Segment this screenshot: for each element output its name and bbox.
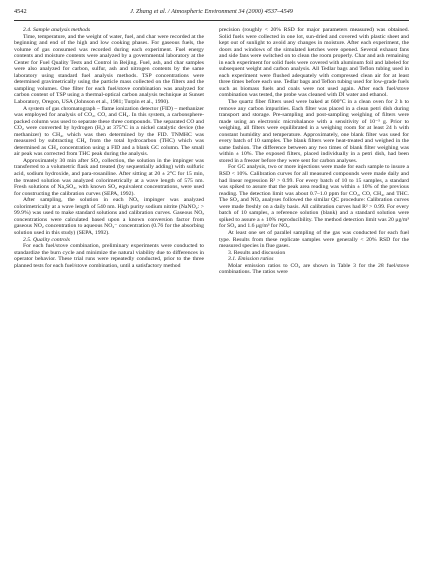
left-column: [14, 27, 204, 269]
journal-citation: J. Zhang et al. / Atmospheric Environment 34 (2000) 4537–4549: [130, 8, 293, 15]
section-heading-3-1: 3.1. Emission ratios: [228, 256, 274, 263]
paragraph: Time, temperature, and the weight of water, fuel, and char were recorded at the beginning and end of the high and low cooking phases. For gaseous fuels, the volume of gas consumed was recorded during each experiment. Fuel energy contents and moisture contents were analyzed by a governmental laboratory at the Center for Fuel Quality Tests and Control in Beijing. Fuel, ash, and char samples were also analyzed for carbon, sulfur, ash and nitrogen contents by the same laboratory using standard fuel analysis methods. TSP concentrations were determined gravimetrically using the particle mass collected on the filters and the sampling volumes. One filter for each fuel/stove combination was analyzed for carbon content of TSP using a thermal-optical carbon analysis technique at Sunset Laboratory, Oregon, USA (Johnson et al., 1981; Turpin et al., 1990).: [14, 33, 204, 106]
paragraph: The quartz fiber filters used were baked at 600°C in a clean oven for 2 h to remove any carbon impurities. Each filter was placed in a clean petri dish during transport and storage. Pre-sampling and post-sampling weighing of filters were made using an electronic microbalance with a sensitivity of 10⁻⁵ g. Prior to weighing, all filters were equilibrated in a weighing room for at least 24 h with constant humidity and temperature. Approximately, one blank filter was used for every batch of 10 samples. The blank filters were heat-treated and weighed in the same fashion. The difference between any two times of blank filter weighing was within ± 10%. The exposed filters, placed individually in a petri dish, had been stored in a freezer before they were sent for carbon analyses.: [219, 99, 409, 164]
paragraph: Molar emission ratios to CO₂ are shown in Table 3 for the 28 fuel/stove combinations. The ratios were: [219, 262, 409, 276]
paragraph: After sampling, the solution in each NOₓ impinger was analyzed colorimetrically at a wave length of 540 nm. High purity sodium nitrite (NaNO₂: > 99.9%) was used to make standard solutions and calibration curves. Gaseous NOₓ concentrations were calculated based upon a known conversion factor from gaseous NO₂ concentration to aqueous NO₂⁻ concentration (0.76 for the absorbing solution used in this study) (SEPA, 1992).: [14, 197, 204, 236]
page-number: 4542: [14, 8, 27, 15]
paragraph: Approximately 30 min after SO₂ collection, the solution in the impinger was transferred to a volumetric flask and treated (by sequentially adding) with sulfuric acid, sodium hydroxide, and para-rosaniline. After sitting at 20 ± 2°C for 15 min, the treated solution was analyzed colorimetrically at a wave length of 575 nm. Fresh solutions of Na₂SO₃, with known SO₂ equivalent concentrations, were used for constructing the calibration curves (SEPA, 1992).: [14, 157, 204, 197]
header-rule: [14, 20, 409, 21]
paragraph: precision (roughly < 20% RSD for major parameters measured) was obtained. Solid fuels were collected in one lot, sun-dried and covered with plastic sheet and kept out of sunlight to avoid any changes in moisture. After each experiment, the doors and windows of the simulated ketches were opened. Several exhaust fans and side fans were switched on to clean the room properly. Char and ash remaining in each experiment for solid fuels were covered with aluminum foil and labeled for subsequent weight and carbon analysis. All Tedlar bags and Teflon tubing used in each experiment were flushed adequately with compressed clean air for at least three times before each use. Tedlar bags and Teflon tubing used for low-grade fuels such as biomass fuels and coals were not used again. After each fuel/stove combination was tested, the probe was cleaned with DI water and ethanol.: [219, 27, 409, 99]
section-heading-2-4: 2.4. Sample analysis methods: [23, 27, 91, 33]
paragraph: For GC analysis, two or more injections were made for each sample to insure a RSD < 10%. Calibration curves for all measured compounds were made daily and had linear regression R² > 0.99. For every batch of 10 to 15 samples, a standard was spiked to assure that the peak area reading was within ± 10% of the previous reading. The detection limit was about 0.7–1.0 ppm for CO₂, CO, CH₄, and THC. The SO₂ and NOₓ analyses followed the similar QC procedure: Calibration curves were made freshly on a daily basis. All calibration curves had R² > 0.99. For every batch of 10 samples, a reference solution (blank) and a standard solution were spiked to assure a ± 10% reproducibility. The method detection limit was 20 μg/m³ for SO₂ and 1.6 μg/m³ for NOₓ.: [219, 164, 409, 230]
section-heading-2-5: 2.5. Quality controls: [23, 236, 70, 243]
right-column: [219, 27, 409, 276]
paragraph: A system of gas chromatograph – flame ionization detector (FID) – methanizer was employed for analysis of CO₂, CO, and CH₄. In this system, a carbonsphere-packed column was used to separate these three compounds. The separated CO and CO₂ were converted by hydrogen (H₂) at 375°C in a nickel catalytic device (the methanizer) to CH₄, which was then determined by the FID. TNMHC was measured by subtracting CH₄ from the total hydrocarbon (THC) which was determined as CH₄ concentration using a FID and a blank GC column. The small air peak was corrected from THC peak during the analysis.: [14, 105, 204, 158]
running-header: [14, 8, 409, 20]
paragraph: For each fuel/stove combination, preliminary experiments were conducted to standardize the burn cycle and minimize the natural viability due to differences in operator behavior. These trial runs were repeatedly conducted, prior to the three planned tests for each fuel/stove combination, until a satisfactory method: [14, 243, 204, 269]
paragraph: At least one set of parallel sampling of the gas was conducted for each fuel type. Results from these replicate samples were generally < 20% RSD for the measured species in flue gases.: [219, 229, 409, 250]
section-heading-3: 3. Results and discussion: [228, 249, 286, 256]
